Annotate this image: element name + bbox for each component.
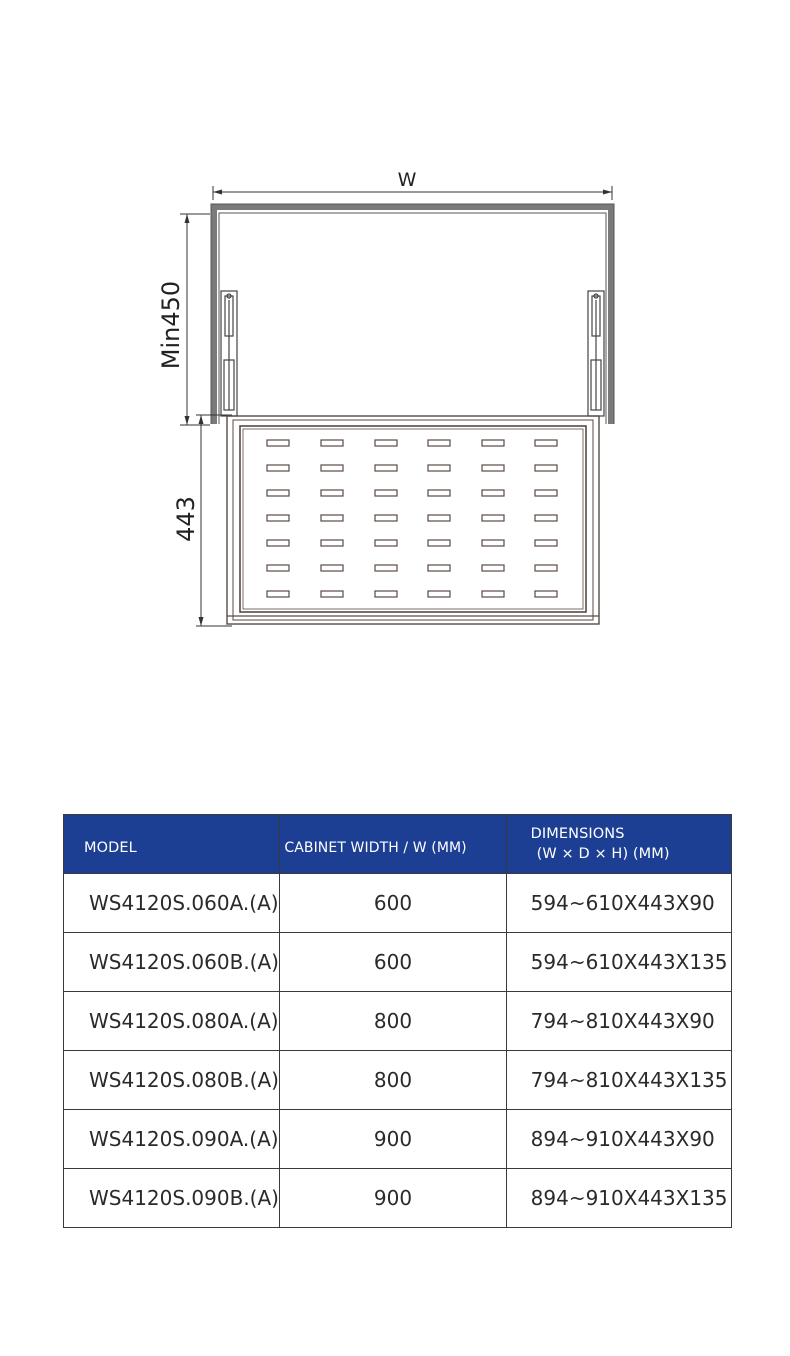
header-model: MODEL <box>64 815 280 874</box>
basket-slot <box>375 465 397 471</box>
height-label: Min450 <box>157 280 185 370</box>
basket-slot <box>535 440 557 446</box>
right-lift-mechanism <box>588 291 604 416</box>
basket-slot <box>428 591 450 597</box>
table-row <box>64 1051 732 1110</box>
header-dimensions-line1: DIMENSIONS <box>530 826 625 842</box>
cell-dimensions: 594~610X443X135 <box>506 933 731 992</box>
basket-slot <box>375 440 397 446</box>
basket-slot <box>428 490 450 496</box>
basket-slot <box>321 591 343 597</box>
basket-slot <box>267 591 289 597</box>
basket-slot <box>535 515 557 521</box>
basket-slot <box>482 515 504 521</box>
basket-slot <box>321 565 343 571</box>
cell-dimensions: 894~910X443X135 <box>506 1169 731 1228</box>
basket-slot <box>267 540 289 546</box>
basket-slot <box>535 591 557 597</box>
basket-slot <box>375 490 397 496</box>
cell-model: WS4120S.090A.(A) <box>64 1110 280 1169</box>
header-cabinet-width: CABINET WIDTH / W (MM) <box>280 815 506 874</box>
basket-slot <box>535 565 557 571</box>
basket-slot <box>321 515 343 521</box>
basket-slot <box>267 490 289 496</box>
basket-slot <box>267 515 289 521</box>
basket-slot <box>375 565 397 571</box>
cell-dimensions: 594~610X443X90 <box>506 874 731 933</box>
left-lift-mechanism <box>221 291 237 416</box>
cell-model: WS4120S.060B.(A) <box>64 933 280 992</box>
cell-model: WS4120S.060A.(A) <box>64 874 280 933</box>
basket-slot <box>428 440 450 446</box>
basket-slot <box>482 440 504 446</box>
cell-width: 600 <box>280 874 506 933</box>
basket-slot <box>321 540 343 546</box>
cell-width: 800 <box>280 1051 506 1110</box>
cell-model: WS4120S.080B.(A) <box>64 1051 280 1110</box>
table-row <box>64 933 732 992</box>
basket-slot <box>375 591 397 597</box>
header-dimensions-line2: (W × D × H) (MM) <box>536 846 670 862</box>
basket-slot <box>267 465 289 471</box>
cell-dimensions: 794~810X443X90 <box>506 992 731 1051</box>
cell-width: 900 <box>280 1169 506 1228</box>
cabinet-frame <box>211 204 614 424</box>
basket-slot <box>482 490 504 496</box>
depth-label: 443 <box>172 496 200 542</box>
basket-slot <box>428 465 450 471</box>
table-row <box>64 992 732 1051</box>
table-row <box>64 1169 732 1228</box>
basket-slot <box>428 540 450 546</box>
basket-slot <box>482 565 504 571</box>
basket-slot <box>375 515 397 521</box>
cell-model: WS4120S.080A.(A) <box>64 992 280 1051</box>
basket-slot <box>267 440 289 446</box>
basket-slot <box>321 490 343 496</box>
cell-width: 900 <box>280 1110 506 1169</box>
cell-dimensions: 894~910X443X90 <box>506 1110 731 1169</box>
cell-width: 600 <box>280 933 506 992</box>
basket-slot <box>321 465 343 471</box>
basket-slot <box>482 465 504 471</box>
basket-slot <box>375 540 397 546</box>
basket-slot <box>428 515 450 521</box>
basket-slot <box>267 565 289 571</box>
width-label: W <box>397 169 417 191</box>
spec-table <box>63 814 732 1228</box>
cell-model: WS4120S.090B.(A) <box>64 1169 280 1228</box>
basket-slot <box>482 591 504 597</box>
basket-slot <box>535 465 557 471</box>
table-row <box>64 874 732 933</box>
basket <box>227 416 599 624</box>
basket-slot <box>482 540 504 546</box>
basket-slot-grid <box>267 440 557 597</box>
basket-slot <box>535 540 557 546</box>
cell-width: 800 <box>280 992 506 1051</box>
basket-slot <box>428 565 450 571</box>
table-header-row <box>64 815 732 874</box>
basket-slot <box>321 440 343 446</box>
table-row <box>64 1110 732 1169</box>
header-dimensions <box>506 815 731 874</box>
cell-dimensions: 794~810X443X135 <box>506 1051 731 1110</box>
basket-slot <box>535 490 557 496</box>
